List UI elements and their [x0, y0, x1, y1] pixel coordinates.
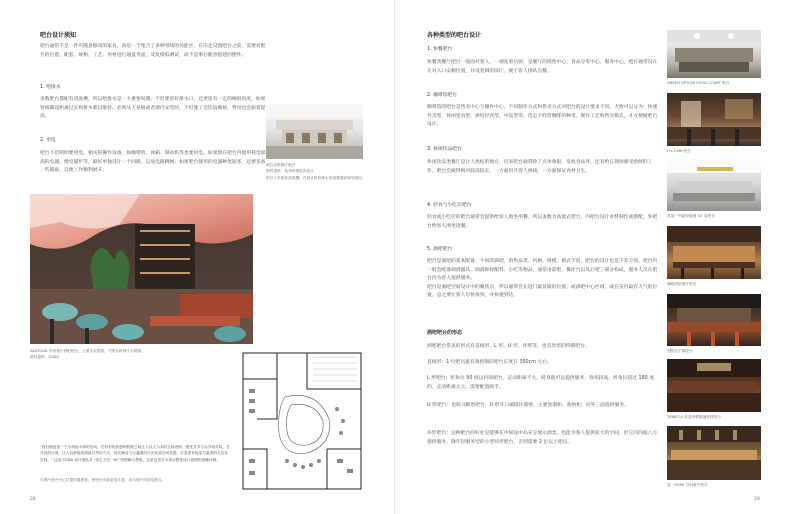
bar-photo-illustration: [667, 294, 761, 346]
section-paragraph: 直线形：1 位吧员最有效控制的吧台长度在 350cm 左右。: [427, 360, 552, 365]
section-title: 2. 咖啡馆吧台: [427, 93, 458, 98]
bar-photo-illustration: [667, 159, 761, 211]
bar-photo-illustration: [667, 359, 761, 412]
page-number: 29: [754, 497, 760, 502]
photo-caption: 喜茶广州超甲级网 GF 店吧台: [667, 214, 715, 218]
bar-photo-illustration: [667, 93, 761, 146]
photo-caption: 富 · SORA 日料餐厅吧台: [667, 483, 708, 487]
photo-caption: H's Café 吧台: [667, 149, 691, 153]
section-paragraph: 咖啡馆的吧台是售卖中心与操作中心，不同制作方式和售卖方式对吧台的设计要求不同。大致可以分为：快速外卖型、休闲堂食型、烘焙轻食型、中岛型等。选定下经营咖啡的种类、制作工艺和售卖模式，才方便做吧台设计。: [427, 105, 658, 128]
bar-photo: [266, 104, 363, 159]
bar-photo: [667, 359, 761, 412]
photo-caption: GREEN OPTION FOOD COURT 吧台: [667, 81, 730, 85]
page-title: 吧台设计须知: [40, 32, 77, 39]
floor-plan: [236, 348, 366, 492]
section-title: 1. 快餐吧台: [427, 47, 453, 52]
section-title: 3. 休闲饮品吧台: [427, 147, 462, 152]
bar-photo-illustration: [266, 104, 363, 159]
bar-photo: [30, 194, 253, 344]
bar-photo: [667, 93, 761, 146]
intro-paragraph: 吧台通常不是一件可随意移动的家具，而是一个集合了多种管线的功能区，在决定设置吧台之前，需要对吧台的位置、配套、规格、工艺、用材进行通盘考虑，反复模拟测试，而不是事后随意搭建的摆件。: [40, 44, 266, 58]
section-title: 1. 给排水: [40, 85, 61, 90]
quote-caption: 在餐厅吧台中心位置安置展柜，使吧台功能更加丰富，成为餐厅的视觉焦点。: [40, 478, 166, 482]
section-paragraph: 休闲饮品类餐厅是让人放松的地方，近来吧台通常除了点单收银、发放食品外，还有给在现场感受新鲜的工作。吧台会做得相对较高较长，一方面用开客人视线，一方面保证食材卫生。: [427, 160, 653, 174]
section-paragraph: 环形吧台：这种吧台的好处是能够在中间设中岛充分展示酒类，也能为客人提供较大的空间，但它向四面八方提供服务，降年轻服务型的小型环形吧台，否则需要 2 位以上吧员。: [427, 431, 658, 445]
photo-caption: 咖啡烘焙餐厅吧台: [667, 282, 697, 286]
section-paragraph: 吧台是酒吧的基本配备，不同的酒吧，销售品类、风格、规模、模式不同，吧台的设计也是千差万别。吧台内一般会配备调酒器具、调酒师材配料、小吃等物品，通常由前吧、操作台以及后吧三部分构成，服务人员在吧台内为客人提供服务。 吧台是酒吧空间设计中的聚焦点，所以通常会在进门最显眼的位置，或酒吧中心区域，或在室内最有人气的位置，总之要让客人尽快找到，并快捷到达。: [427, 259, 658, 299]
bar-photo: [667, 159, 761, 211]
photo-caption: AKATOAD 多者餐厅酒吧吧台，上图为实景图，下图为该餐厅平面图。 资料提供：SODA: [30, 349, 145, 360]
section-title: 5. 酒吧吧台: [427, 247, 453, 252]
quote-paragraph: "我们理创造一个丰润而丰厚的空间，在材料的质感和肌理之间注入以人为本的空间表情，感受共享与众享和共鸣，在开放的区域，让人们都能找到最自然的方式，用充满活力与温暖的灯光营造空间氛围，打造更有能量与温度的人性化空间。" 这是 SODA 设计团队对 "疫生天空一角" 的理解与想象。这里也是对本项目整体设计意图的清晰诠释。: [40, 445, 230, 462]
section-paragraph: U 形吧台：也叫马蹄形吧台，U 形开口端抵住墙壁，主要放酒柜、收纳柜，向外三面提供服务。: [427, 403, 629, 408]
bar-photo: [667, 30, 761, 78]
section-paragraph: 快餐类餐厅吧台一般面对客人，一端连着后厨，是餐厅的销售中心、食品分发中心、服务中心。吧台通常设在正对入口安顿位置，并设宽阔的前厅，便于客人排队点餐。: [427, 60, 658, 74]
section-paragraph: L 形吧台：折角位 90 度以内的吧台，走动距离不大，转身就可以提供服务，效率较高。折角位超过 180 度的，走动距离太大，需要配置助手。: [427, 376, 655, 390]
section-title: 2. 用电: [40, 138, 56, 143]
bar-photo: [667, 226, 761, 279]
page-title: 各种类型的吧台设计: [427, 32, 482, 39]
bar-photo-illustration: [667, 30, 761, 78]
page-number: 28: [30, 497, 36, 502]
section-paragraph: 酒吧吧台常见的形式有直线形、L 形、U 形、环形等，也有异形的特制吧台。: [427, 344, 590, 349]
photo-caption: 源自京都餐厅吧台 资料提供：杭州玛瑞装饰设计 吧台大多配有清洗槽，在设计时给排水管道要提前规划到位。: [266, 163, 366, 180]
section-paragraph: 吧台不但照明要用电，相关的操作设备，如咖啡机、冰箱、制冰机等也要用电。如果想在吧台内使用耗电量高的电器，像电磁炉等，最好单独设计一个回路，以免电路跳闸。如果吧台使用的电器种类较多，还要多备一些插座，以便工作顺利展开。: [40, 151, 266, 174]
bar-photo-illustration: [667, 426, 761, 480]
subsection-title: 酒吧吧台的形态: [427, 330, 463, 336]
bar-photo-illustration: [30, 194, 253, 344]
bar-photo-illustration: [667, 226, 761, 279]
section-paragraph: 轻食或小吃店的吧台通常会提供给客人围坐用餐，所以多数为高低式吧台，内吧台设计食材制作或摆配，外吧台给客人围坐进餐。: [427, 215, 658, 229]
photo-caption: TRIBECA 美茶消费微融资料吧台: [667, 415, 721, 419]
bar-photo: [667, 426, 761, 480]
section-title: 4. 轻食与小吃店吧台: [427, 203, 472, 208]
page-gutter: [394, 0, 395, 514]
bar-photo: [667, 294, 761, 346]
photo-caption: 别酌位于隧吧台: [667, 349, 693, 353]
floor-plan-drawing: [237, 349, 366, 492]
section-paragraph: 多数吧台都配有清洗槽，所以给排水是一大重要问题。不但要留好排水口，还要留有一定的倾斜角度，如果管线铺设距离过长则排水难以维持。必须从天花板或者墙内安装时，不但施工会比较麻烦，费用也会跟着提高。: [40, 97, 266, 120]
